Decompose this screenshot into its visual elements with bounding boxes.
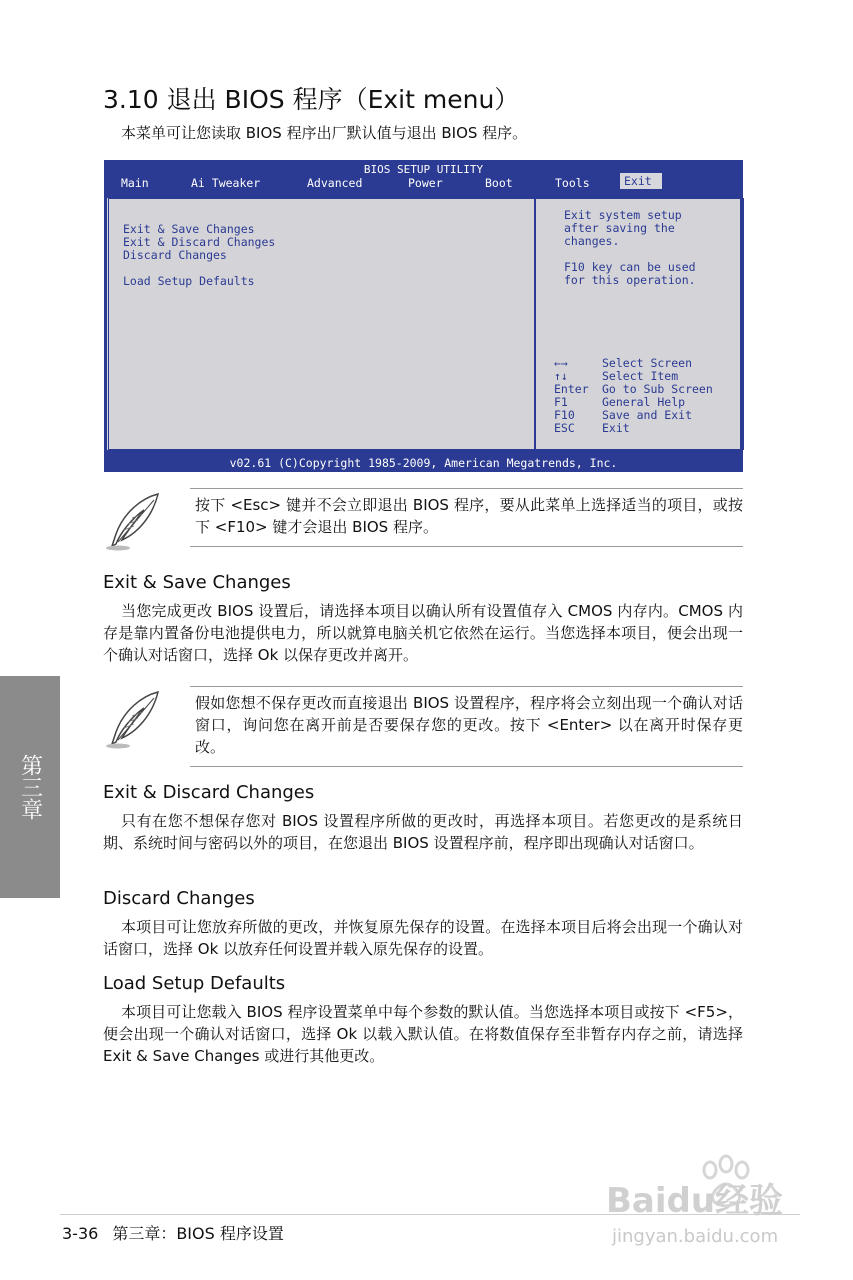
bios-option-discard[interactable]: Discard Changes [123, 248, 227, 262]
feather-note-icon [102, 490, 166, 554]
feather-note-icon [102, 688, 166, 752]
section-title: Exit & Discard Changes [103, 782, 315, 803]
bios-help-line: after saving the [564, 221, 675, 235]
page-title: 3.10 退出 BIOS 程序（Exit menu） [103, 85, 520, 114]
bios-menu-exit[interactable]: Exit [620, 173, 662, 189]
note-text: 按下 <Esc> 键并不会立即退出 BIOS 程序，要从此菜单上选择适当的项目，或按下 <F10> 键才会退出 BIOS 程序。 [195, 496, 743, 536]
note-divider [190, 686, 743, 687]
bios-key-desc: Go to Sub Screen [602, 382, 713, 396]
footer-chapter: 第三章：BIOS 程序设置 [112, 1224, 284, 1243]
bios-option-load-defaults[interactable]: Load Setup Defaults [123, 274, 255, 288]
section-title: Exit & Save Changes [103, 572, 291, 593]
note-divider [190, 488, 743, 489]
bios-screen [104, 160, 743, 472]
bios-key: ESC [554, 421, 575, 435]
bios-help-line: for this operation. [564, 273, 696, 287]
bios-copyright: v02.61 (C)Copyright 1985-2009, American Megatrends, Inc. [229, 456, 618, 470]
bios-option-exit-discard[interactable]: Exit & Discard Changes [123, 235, 276, 249]
section-title: Load Setup Defaults [103, 973, 286, 994]
chapter-side-tab [0, 676, 60, 898]
bios-key-desc: General Help [602, 395, 686, 409]
bios-menu-ai-tweaker[interactable]: Ai Tweaker [191, 176, 261, 190]
chapter-side-tab-label: 第三章 [17, 754, 43, 820]
bios-panel [107, 198, 740, 450]
bios-key-desc: Save and Exit [602, 408, 693, 422]
bios-menu-tools[interactable]: Tools [555, 176, 590, 190]
bios-option-exit-save[interactable]: Exit & Save Changes [123, 222, 255, 236]
footer [62, 1221, 284, 1244]
section-body: 本项目可让您放弃所做的更改，并恢复原先保存的设置。在选择本项目后将会出现一个确认对话窗口，选择 Ok 以放弃任何设置并载入原先保存的设置。 [103, 918, 743, 958]
bios-menu-main[interactable]: Main [121, 176, 149, 190]
arrow-up-down-icon: ↑↓ [554, 369, 568, 383]
bios-help-line: changes. [564, 234, 620, 248]
bios-menu-advanced[interactable]: Advanced [307, 176, 363, 190]
bios-key-desc: Select Screen [602, 356, 693, 370]
section-body: 只有在您不想保存您对 BIOS 设置程序所做的更改时，再选择本项目。若您更改的是系统日期、系统时间与密码以外的项目，在您退出 BIOS 设置程序前，程序即出现确认对话窗口。 [103, 812, 743, 852]
section-body: 当您完成更改 BIOS 设置后，请选择本项目以确认所有设置值存入 CMOS 内存内。CMOS 内存是靠内置备份电池提供电力，所以就算电脑关机它依然在运行。当您选择本项目，便会出现一个确认对话窗口，选择 Ok 以保存更改并离开。 [103, 602, 743, 664]
bios-title: BIOS SETUP UTILITY [363, 163, 484, 176]
bios-help-line: Exit system setup [564, 208, 682, 222]
bios-menu-boot[interactable]: Boot [485, 176, 513, 190]
bios-options-pane [108, 198, 535, 450]
bios-menu-power[interactable]: Power [408, 176, 443, 190]
watermark-url: jingyan.baidu.com [612, 1226, 779, 1247]
bios-key-desc: Exit [602, 421, 630, 435]
bios-help-line: F10 key can be used [564, 260, 696, 274]
section-body: 本项目可让您载入 BIOS 程序设置菜单中每个参数的默认值。当您选择本项目或按下 <F5>，便会出现一个确认对话窗口，选择 Ok 以载入默认值。在将数值保存至非暂存内存之前，请选择 Exit & Save Changes 或进行其他更改。 [103, 1003, 743, 1065]
note-divider [190, 766, 743, 767]
page-number: 3-36 [62, 1224, 99, 1243]
watermark-logo-text: Baidu经验 [606, 1181, 784, 1221]
arrow-left-right-icon: ←→ [554, 356, 568, 370]
bios-key: F10 [554, 408, 575, 422]
intro-text: 本菜单可让您读取 BIOS 程序出厂默认值与退出 BIOS 程序。 [121, 124, 528, 142]
section-title: Discard Changes [103, 888, 255, 909]
bios-key-desc: Select Item [602, 369, 679, 383]
note-text: 假如您想不保存更改而直接退出 BIOS 设置程序，程序将会立刻出现一个确认对话窗口，询问您在离开前是否要保存您的更改。按下 <Enter> 以在离开时保存更改。 [195, 694, 743, 756]
note-divider [190, 546, 743, 547]
bios-key: F1 [554, 395, 568, 409]
bios-help-pane [535, 198, 744, 450]
bios-key: Enter [554, 382, 589, 396]
